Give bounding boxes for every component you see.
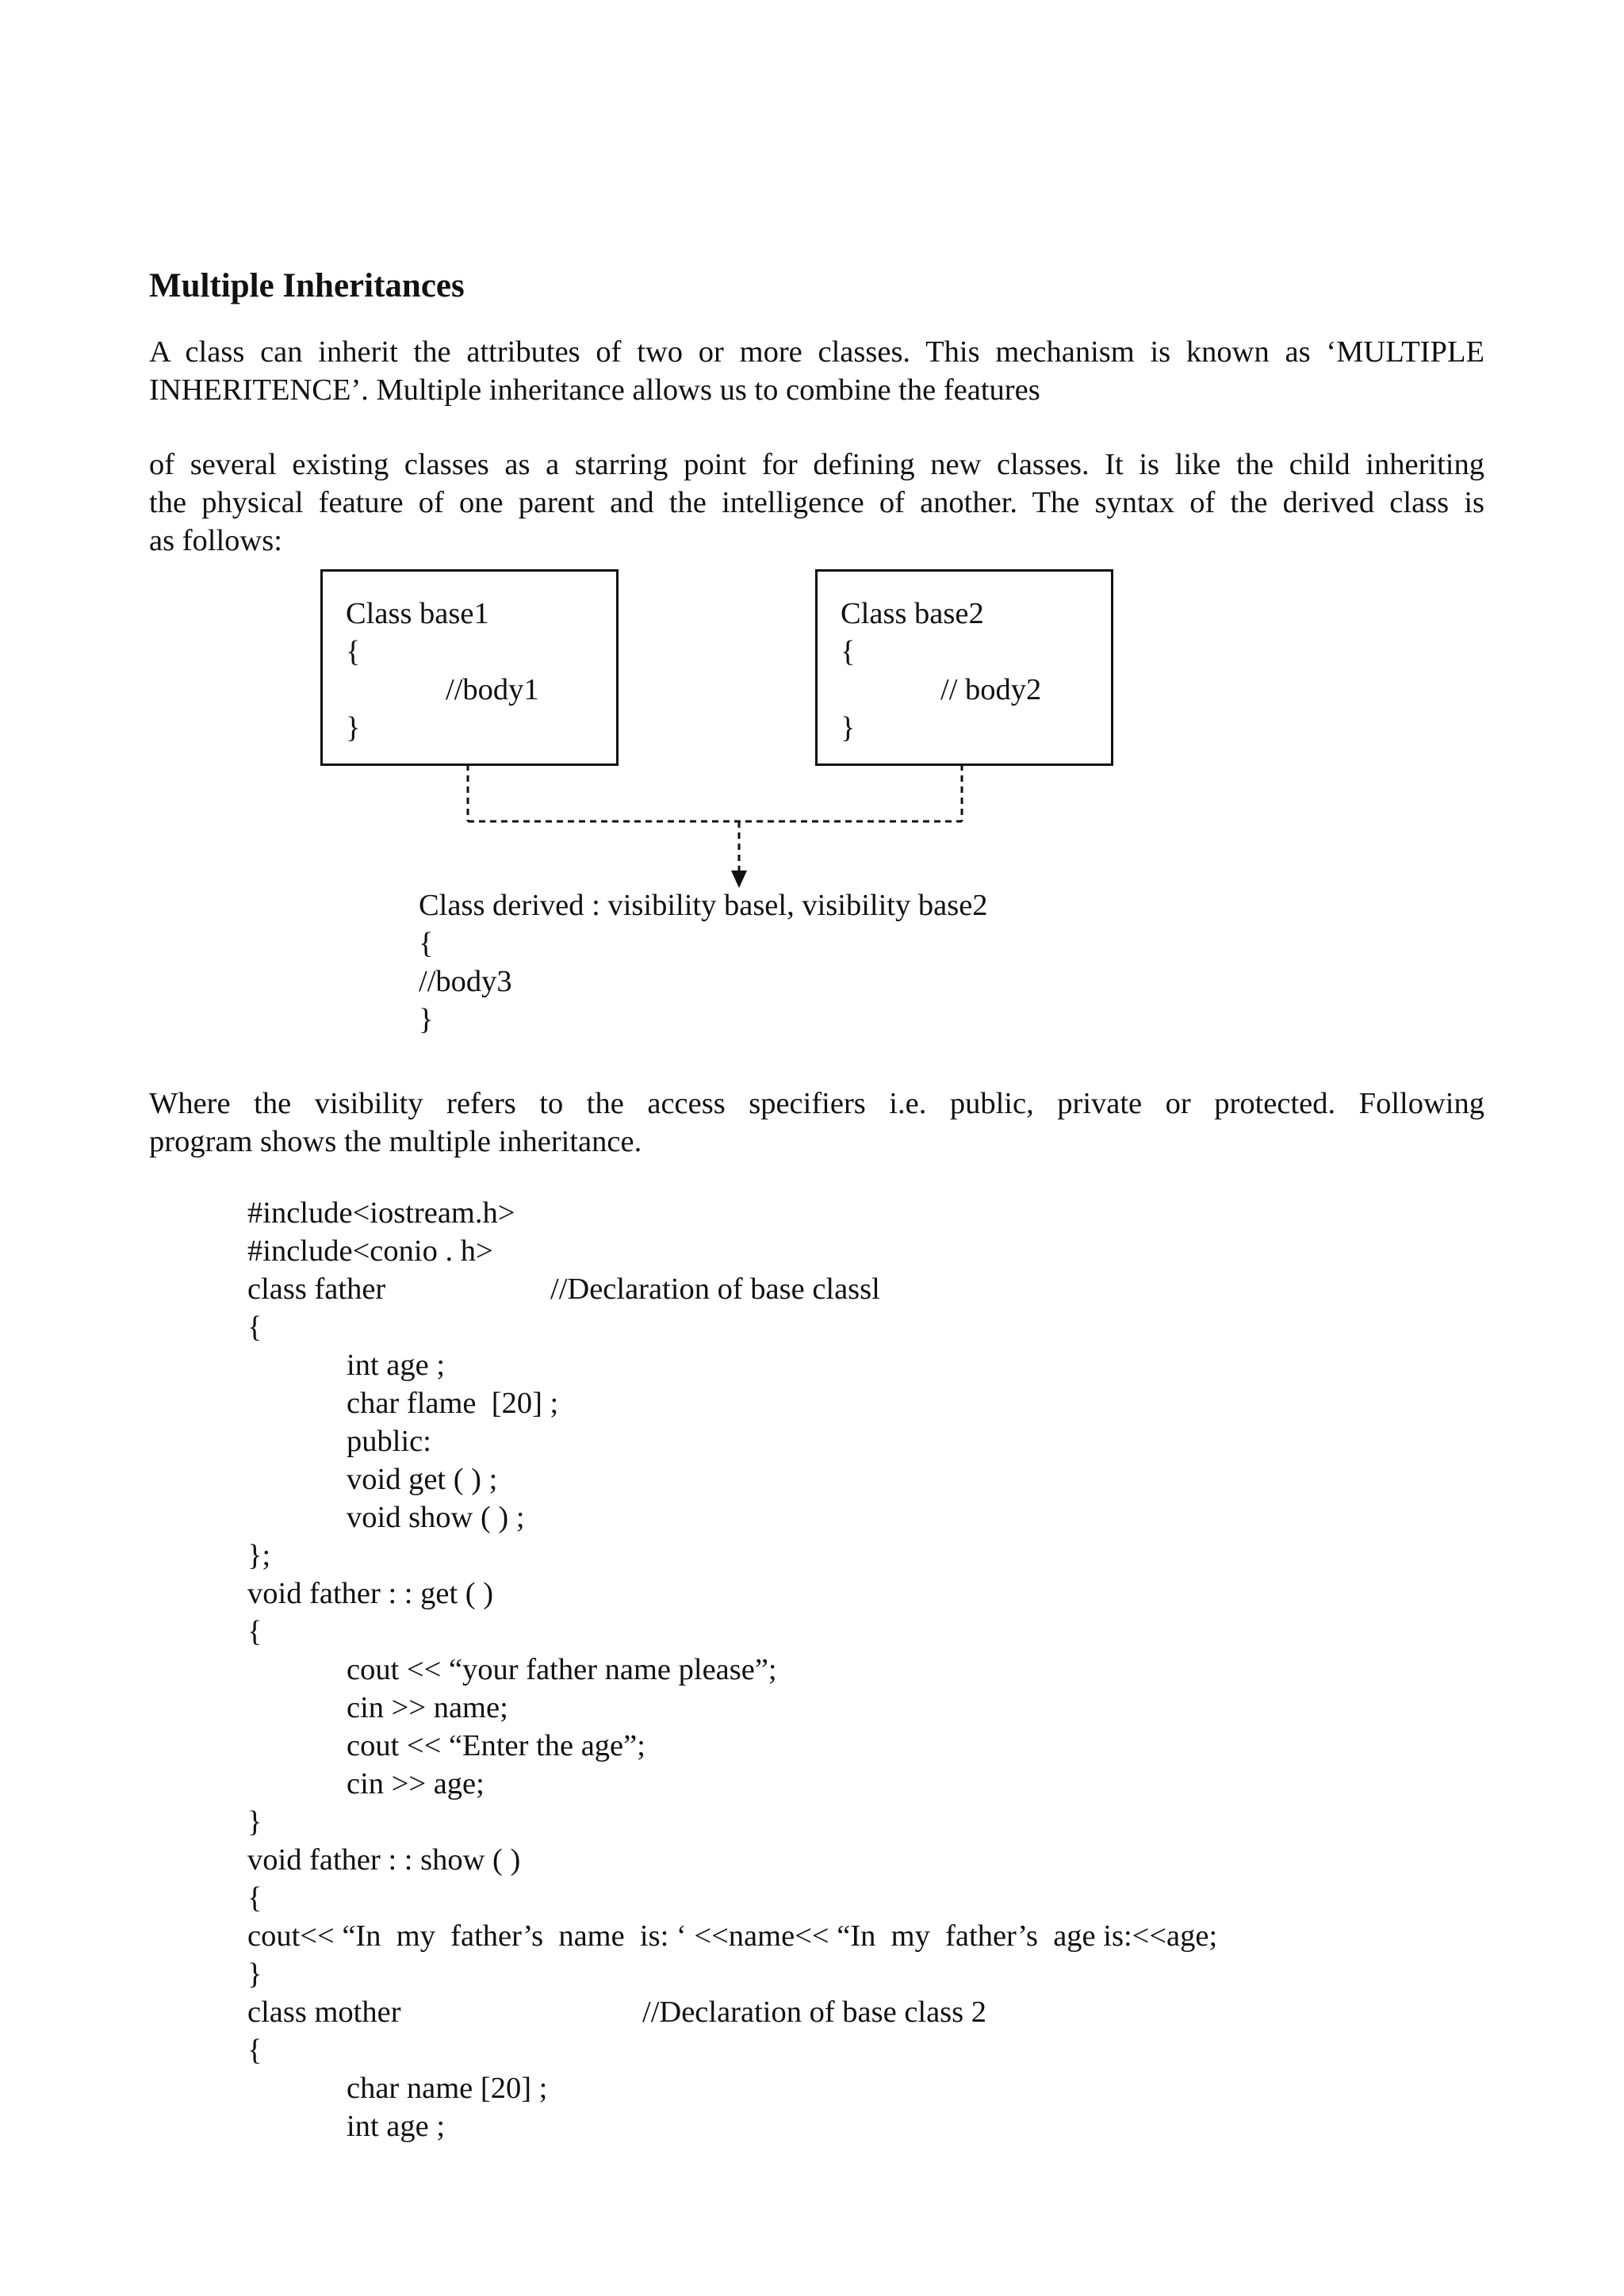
- base1-name: Class base1: [346, 597, 489, 630]
- code-line: void show ( ) ;: [347, 1501, 525, 1534]
- code-comment: //Declaration of base class 2: [642, 1996, 987, 2029]
- paragraph-line: of several existing classes as a starring point for defining new classes. It is like the child inheriting: [149, 448, 1484, 481]
- base2-open-brace: {: [841, 635, 856, 668]
- code-line: #include<conio . h>: [247, 1234, 493, 1268]
- visibility-paragraph: [149, 1085, 1484, 1161]
- derived-class-name: Class derived : visibility basel, visibility base2: [419, 889, 988, 922]
- base2-name: Class base2: [841, 597, 984, 630]
- code-line: char flame [20] ;: [347, 1387, 559, 1420]
- code-line: cin >> age;: [347, 1767, 485, 1800]
- code-line: void father : : show ( ): [247, 1843, 521, 1877]
- code-line: class father: [247, 1272, 386, 1306]
- code-line: {: [247, 2034, 262, 2067]
- base2-close-brace: }: [841, 711, 856, 744]
- arrow-head-icon: [731, 871, 747, 888]
- code-line: {: [247, 1881, 262, 1915]
- code-line: int age ;: [347, 1349, 446, 1382]
- paragraph-line: A class can inherit the attributes of two or more classes. This mechanism is known as ‘MULTIPLE: [149, 335, 1484, 369]
- code-line: void get ( ) ;: [347, 1463, 498, 1496]
- code-line: }: [247, 1805, 262, 1839]
- derived-close-brace: }: [419, 1003, 434, 1036]
- paragraph-line: the physical feature of one parent and the intelligence of another. The syntax of the derived class is: [149, 486, 1484, 519]
- derived-open-brace: {: [419, 927, 434, 960]
- paragraph-line: as follows:: [149, 524, 282, 557]
- code-line: }: [247, 1957, 262, 1991]
- derived-body: //body3: [419, 965, 512, 998]
- code-line: void father : : get ( ): [247, 1577, 494, 1610]
- code-line: cin >> name;: [347, 1691, 508, 1724]
- code-line: char name [20] ;: [347, 2072, 548, 2105]
- base1-open-brace: {: [346, 635, 361, 668]
- paragraph-line: Where the visibility refers to the access specifiers i.e. public, private or protected. Following: [149, 1087, 1484, 1120]
- code-line: {: [247, 1615, 262, 1648]
- code-comment: //Declaration of base classl: [550, 1272, 880, 1306]
- connector-lines: [0, 0, 1624, 951]
- code-line: {: [247, 1311, 262, 1344]
- code-line: int age ;: [347, 2110, 446, 2143]
- code-line: class mother: [247, 1996, 401, 2029]
- base1-body: //body1: [446, 673, 539, 706]
- page-title: Multiple Inheritances: [149, 267, 465, 304]
- base1-close-brace: }: [346, 711, 361, 744]
- paragraph-line: INHERITENCE’. Multiple inheritance allows us to combine the features: [149, 373, 1040, 407]
- code-line: cout << “your father name please”;: [347, 1653, 777, 1686]
- base2-body: // body2: [940, 673, 1042, 706]
- code-line: cout << “Enter the age”;: [347, 1729, 645, 1762]
- code-line: #include<iostream.h>: [247, 1196, 515, 1230]
- code-line: cout<< “In my father’s name is: ‘ <<name<< “In my father’s age is:<<age;: [247, 1919, 1218, 1953]
- code-line: };: [247, 1539, 271, 1572]
- code-line: public:: [347, 1425, 431, 1458]
- paragraph-line: program shows the multiple inheritance.: [149, 1125, 642, 1158]
